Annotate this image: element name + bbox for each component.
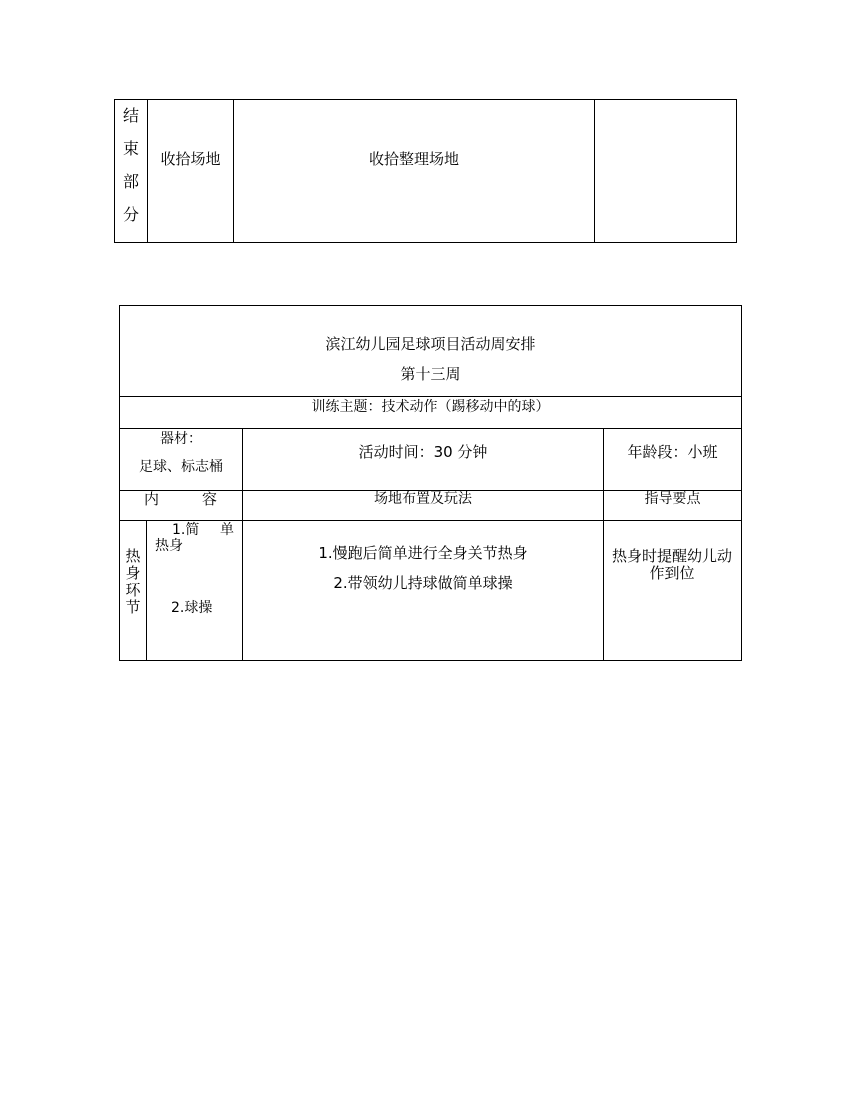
header-content-a: 内 — [144, 490, 160, 508]
closing-content: 收拾整理场地 — [368, 150, 459, 168]
activity-time: 活动时间：30 分钟 — [358, 443, 488, 461]
training-theme: 训练主题：技术动作（踢移动中的球） — [311, 399, 550, 415]
warmup-item1-b: 单 — [220, 522, 234, 538]
warmup-section-label — [120, 548, 146, 616]
warmup-guidance: 热身时提醒幼儿动作到位 — [611, 547, 732, 582]
warmup-item1-a: 1.简 — [172, 522, 200, 538]
plan-title: 滨江幼儿园足球项目活动周安排 — [325, 335, 536, 353]
header-guidance: 指导要点 — [644, 491, 701, 507]
header-content-b: 容 — [202, 490, 218, 508]
warmup-char-1: 热 — [125, 547, 141, 565]
warmup-char-4: 节 — [125, 598, 141, 616]
closing-char-3: 部 — [122, 172, 139, 191]
equipment-value: 足球、标志桶 — [139, 459, 223, 475]
equipment-label: 器材： — [160, 431, 202, 447]
warmup-line-1: 1.慢跑后简单进行全身关节热身 — [318, 544, 528, 562]
warmup-char-3: 环 — [125, 581, 141, 599]
closing-char-4: 分 — [122, 205, 139, 224]
warmup-item1-c: 热身 — [155, 538, 183, 554]
closing-section-label — [115, 99, 147, 229]
age-group: 年龄段：小班 — [627, 443, 718, 461]
closing-char-2: 束 — [122, 139, 139, 158]
header-layout: 场地布置及玩法 — [374, 491, 472, 507]
warmup-char-2: 身 — [125, 564, 141, 582]
closing-char-1: 结 — [122, 106, 139, 125]
week-label: 第十三周 — [400, 365, 461, 383]
warmup-line-2: 2.带领幼儿持球做简单球操 — [333, 574, 513, 592]
closing-item: 收拾场地 — [160, 150, 221, 168]
warmup-item2: 2.球操 — [171, 600, 213, 616]
